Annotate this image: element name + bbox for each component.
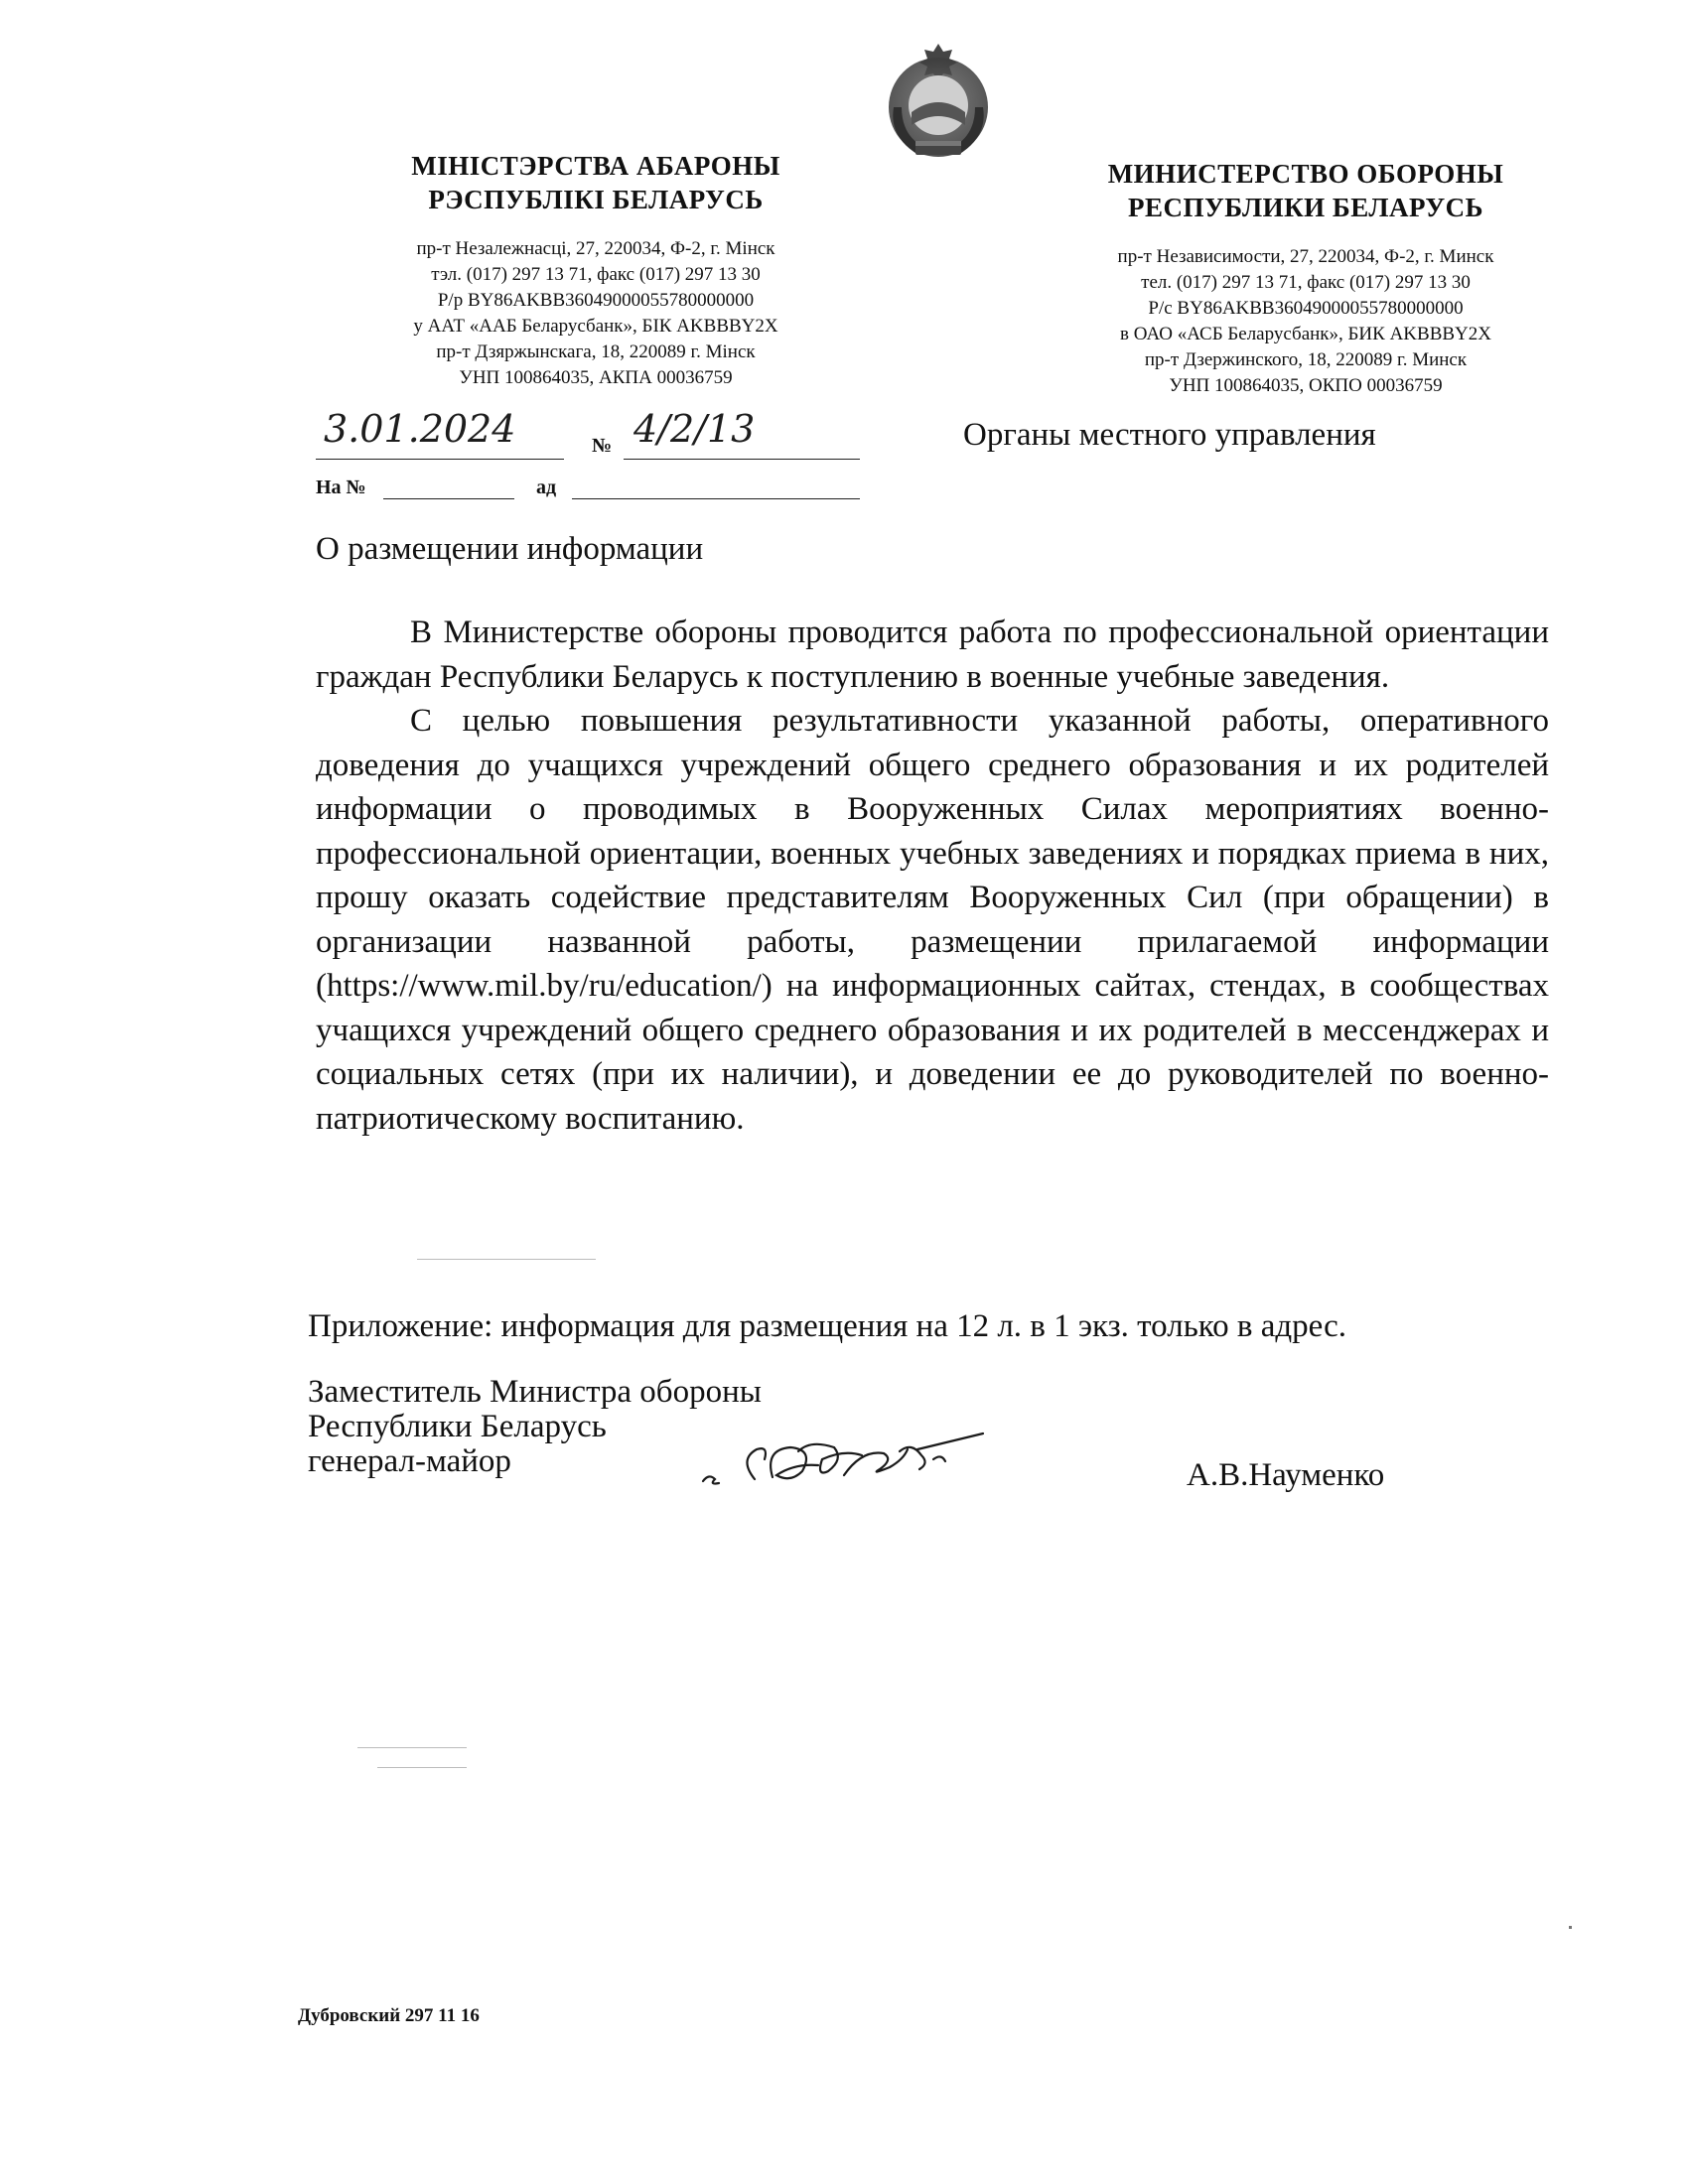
registration-date: 3.01.2024 <box>324 407 516 451</box>
requisites-line: пр-т Дзержинского, 18, 220089 г. Минск <box>1144 349 1468 370</box>
attachment-note: Приложение: информация для размещения на 12 л. в 1 экз. только в адрес. <box>308 1308 1346 1344</box>
ministry-title-ru <box>1028 157 1584 224</box>
requisites-line: пр-т Дзяржынскага, 18, 220089 г. Мінск <box>436 341 756 362</box>
signer-name: А.В.Науменко <box>1187 1457 1385 1493</box>
ministry-title-line: РЕСПУБЛИКИ БЕЛАРУСЬ <box>1127 193 1484 222</box>
number-label: № <box>592 435 613 457</box>
reply-number-underline <box>383 498 514 499</box>
reply-to-label: На № <box>316 477 366 498</box>
ministry-title-line: РЭСПУБЛІКІ БЕЛАРУСЬ <box>428 185 764 214</box>
letter-body <box>316 611 1549 1141</box>
signer-position-line: генерал-майор <box>308 1443 511 1479</box>
requisites-line: у ААТ «ААБ Беларусбанк», БІК AKBBBY2X <box>413 316 778 337</box>
addressee: Органы местного управления <box>963 417 1376 453</box>
requisites-line: Р/с BY86AKBB36049000055780000000 <box>1148 298 1464 319</box>
header-belarusian <box>318 149 874 391</box>
signer-position-line: Республики Беларусь <box>308 1409 607 1444</box>
requisites-by <box>318 236 874 391</box>
requisites-ru <box>1028 244 1584 399</box>
requisites-line: УНП 100864035, АКПА 00036759 <box>459 367 733 388</box>
body-paragraph: В Министерстве обороны проводится работа по профессиональной ориентации граждан Республики Беларусь к поступлению в военные учебные заведения. <box>316 614 1549 695</box>
ministry-title-line: МІНІСТЭРСТВА АБАРОНЫ <box>411 151 780 181</box>
requisites-line: тел. (017) 297 13 71, факс (017) 297 13 30 <box>1141 272 1471 293</box>
signer-position <box>308 1375 762 1479</box>
requisites-line: тэл. (017) 297 13 71, факс (017) 297 13 30 <box>431 264 761 285</box>
requisites-line: УНП 100864035, ОКПО 00036759 <box>1169 375 1443 396</box>
scan-artifact <box>417 1259 596 1260</box>
scan-artifact <box>357 1747 467 1748</box>
reply-from-label: ад <box>536 477 557 498</box>
body-paragraph: С целью повышения результативности указанной работы, оперативного доведения до учащихся учреждений общего среднего образования и их родителей информации о проводимых в Вооруженных Силах мероприятиях военно-профессиональной ориентации, военных учебных заведениях и порядках приема в них, прошу оказать содействие представителям Вооруженных Сил (при обращении) в организации названной работы, размещении прилагаемой информации (https://www.mil.by/ru/education/) на информационных сайтах, стендах, в сообществах учащихся учреждений общего среднего образования и их родителей в мессенджерах и социальных сетях (при их наличии), и доведении ее до руководителей по военно-патриотическому воспитанию. <box>316 703 1549 1137</box>
executor-contact: Дубровский 297 11 16 <box>298 2005 480 2026</box>
ministry-title-line: МИНИСТЕРСТВО ОБОРОНЫ <box>1107 159 1504 189</box>
header-russian <box>1028 157 1584 399</box>
registration-number: 4/2/13 <box>633 407 756 451</box>
requisites-line: пр-т Независимости, 27, 220034, Ф-2, г. Минск <box>1117 246 1494 267</box>
ministry-title-by <box>318 149 874 216</box>
signer-position-line: Заместитель Министра обороны <box>308 1374 762 1410</box>
registration-row <box>316 407 860 465</box>
date-underline <box>316 459 564 460</box>
reply-reference-row <box>316 473 860 508</box>
reply-date-underline <box>572 498 860 499</box>
requisites-line: Р/р BY86AKBB36049000055780000000 <box>437 290 755 311</box>
scan-artifact <box>377 1767 467 1768</box>
handwritten-signature <box>695 1420 993 1509</box>
requisites-line: пр-т Незалежнасці, 27, 220034, Ф-2, г. Мінск <box>416 238 775 259</box>
number-underline <box>624 459 860 460</box>
letter-subject: О размещении информации <box>316 531 704 567</box>
state-emblem-icon <box>874 38 1003 167</box>
requisites-line: в ОАО «АСБ Беларусбанк», БИК AKBBBY2X <box>1120 324 1491 344</box>
scan-artifact <box>1569 1926 1572 1929</box>
